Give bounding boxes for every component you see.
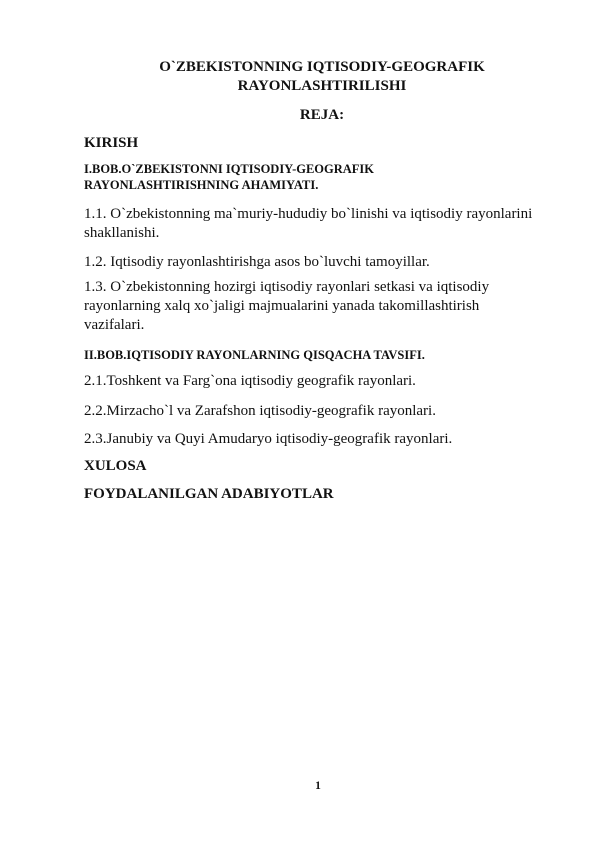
toc-entry-2-2: 2.2.Mirzacho`l va Zarafshon iqtisodiy-geografik rayonlari. [84, 403, 436, 419]
plan-heading: REJA: [299, 107, 345, 123]
toc-entry-references: FOYDALANILGAN ADABIYOTLAR [84, 486, 334, 502]
toc-entry-chapter-2: II.BOB.IQTISODIY RAYONLARNING QISQACHA TAVSIFI. [84, 348, 425, 362]
toc-entry-1-1: 1.1. O`zbekistonning ma`muriy-hududiy bo`linishi va iqtisodiy rayonlarini shakllanishi. [84, 206, 533, 241]
toc-entry-1-3: 1.3. O`zbekistonning hozirgi iqtisodiy rayonlari setkasi va iqtisodiy rayonlarning xalq xo`jaligi majmualarini yanada takomillashtirish vazifalari. [84, 279, 490, 333]
toc-entry-introduction: KIRISH [84, 135, 139, 151]
toc-entry-chapter-1: I.BOB.O`ZBEKISTONNI IQTISODIY-GEOGRAFIK RAYONLASHTIRISHNING AHAMIYATI. [84, 162, 375, 192]
toc-entry-2-1: 2.1.Toshkent va Farg`ona iqtisodiy geografik rayonlari. [84, 373, 416, 389]
document-title: O`ZBEKISTONNING IQTISODIY-GEOGRAFIK RAYONLASHTIRILISHI [159, 59, 485, 94]
toc-entry-2-3: 2.3.Janubiy va Quyi Amudaryo iqtisodiy-geografik rayonlari. [84, 431, 453, 447]
toc-entry-conclusion: XULOSA [84, 458, 147, 474]
page-number: 1 [315, 780, 321, 792]
toc-entry-1-2: 1.2. Iqtisodiy rayonlashtirishga asos bo`luvchi tamoyillar. [84, 254, 430, 270]
